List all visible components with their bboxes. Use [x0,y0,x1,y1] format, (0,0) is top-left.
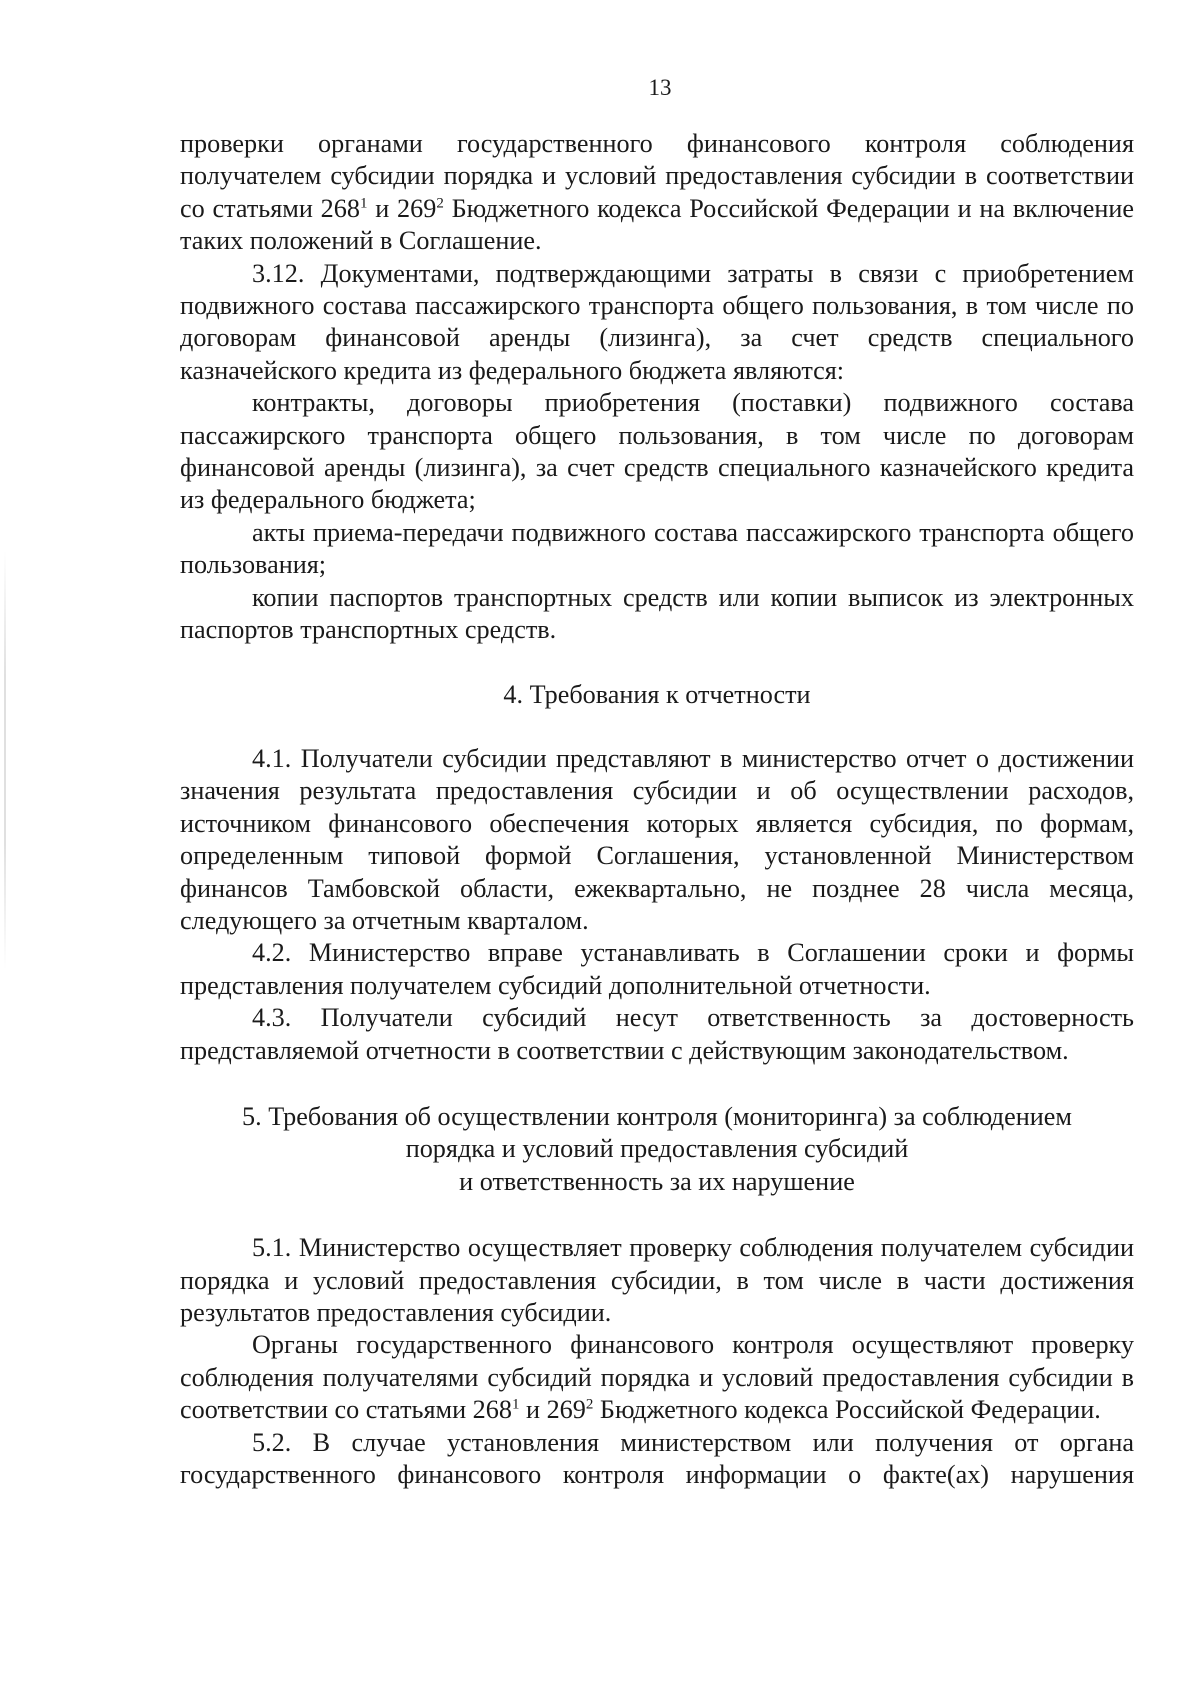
superscript: 2 [436,195,444,212]
superscript: 1 [511,1396,520,1413]
paragraph-3-12: 3.12. Документами, подтверждающими затраты в связи с приобретением подвижного состава пассажирского транспорта общего пользования, в том числе по договорам финансовой аренды (лизинга), за счет средств специального казначейского кредита из федерального бюджета являются: [180,258,1134,385]
paragraph-financial-control [180,1329,1134,1426]
scan-edge-shadow [4,550,6,970]
paragraph-contracts: контракты, договоры приобретения (поставки) подвижного состава пассажирского транспорта общего пользования, в том числе по договорам финансовой аренды (лизинга), за счет средств специального казначейского кредита из федерального бюджета; [180,388,1134,515]
text: Бюджетного кодекса Российской Федерации. [593,1395,1101,1425]
text: и 269 [367,193,437,223]
paragraph-5-2: 5.2. В случае установления министерством или получения от органа государственного финансового контроля информации о факте(ах) нарушения [180,1427,1134,1490]
section-heading-4: 4. Требования к отчетности [503,679,811,709]
paragraph-4-2: 4.2. Министерство вправе устанавливать в Соглашении сроки и формы представления получателем субсидий дополнительной отчетности. [180,938,1134,1000]
paragraph-4-1: 4.1. Получатели субсидии представляют в министерство отчет о достижении значения результата предоставления субсидии и об осуществлении расходов, источником финансового обеспечения которых является субсидия, по формам, определенным типовой формой Соглашения, установленной Министерством финансов Тамбовской области, ежеквартально, не позднее 28 числа месяца, следующего за отчетным кварталом. [180,743,1134,935]
paragraph-5-1: 5.1. Министерство осуществляет проверку соблюдения получателем субсидии порядка и условий предоставления субсидии, в том числе в части достижения результатов предоставления субсидии. [180,1233,1134,1327]
paragraph-acts: акты приема-передачи подвижного состава пассажирского транспорта общего пользования; [180,517,1134,580]
heading-line: порядка и условий предоставления субсидий [405,1134,909,1164]
document-body [180,128,1134,1491]
paragraph-4-3: 4.3. Получатели субсидий несут ответственность за достоверность представляемой отчетности в соответствии с действующим законодательством. [180,1003,1134,1065]
text: проверки органами государственного финансового контроля соблюдения получателем субсидии порядка и условий предоставления субсидии в соответствии со статьями 268 [180,129,1134,223]
paragraph-continuation [180,128,1134,258]
text: и 269 [519,1395,586,1425]
heading-line: и ответственность за их нарушение [459,1166,855,1196]
section-heading-5 [180,1101,1134,1198]
heading-line: 5. Требования об осуществлении контроля (мониторинга) за соблюдением [242,1101,1072,1131]
paragraph-passport-copies: копии паспортов транспортных средств или копии выписок из электронных паспортов транспортных средств. [180,582,1134,645]
text: Бюджетного кодекса Российской Федерации и на включение таких положений в Соглашение. [180,193,1134,256]
text: Органы государственного финансового контроля осуществляют проверку соблюдения получателями субсидий порядка и условий предоставления субсидии в соответствии со статьями 268 [180,1330,1134,1425]
superscript: 2 [585,1396,594,1413]
superscript: 1 [359,195,368,212]
page-number: 13 [648,75,672,100]
